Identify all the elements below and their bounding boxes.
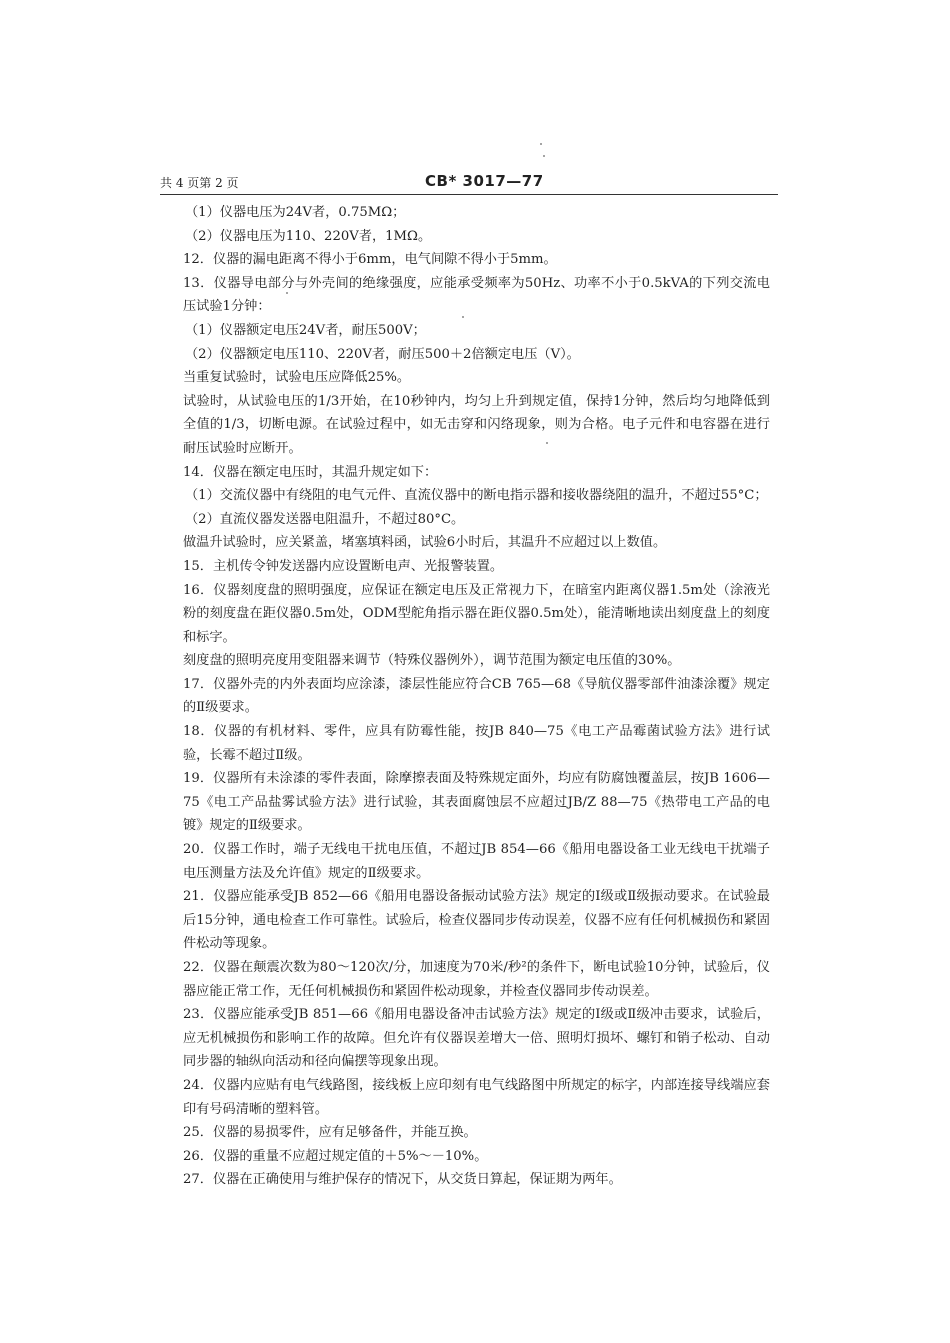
paragraph: 26．仪器的重量不应超过规定值的＋5%～－10%。 [183,1148,488,1164]
header-rule [160,194,778,195]
scan-speck [462,316,464,318]
paragraph: 16．仪器刻度盘的照明强度，应保证在额定电压及正常视力下，在暗室内距离仪器1.5m处（涂液光粉的刻度盘在距仪器0.5m处，ODM型舵角指示器在距仪器0.5m处），能清晰地读出刻度盘上的刻度和标字。 [183,582,770,645]
paragraph: 17．仪器外壳的内外表面均应涂漆，漆层性能应符合CB 765—68《导航仪器零部件油漆涂覆》规定的Ⅱ级要求。 [183,676,770,716]
paragraph: 当重复试验时，试验电压应降低25%。 [183,370,411,386]
paragraph: 13．仪器导电部分与外壳间的绝缘强度，应能承受频率为50Hz、功率不小于0.5kVA的下列交流电压试验1分钟： [183,275,770,315]
paragraph: （2）直流仪器发送器电阻温升，不超过80°C。 [185,511,465,527]
scan-speck [546,442,548,444]
paragraph: 做温升试验时，应关紧盖，堵塞填料函，试验6小时后，其温升不应超过以上数值。 [183,535,667,551]
paragraph: 12．仪器的漏电距离不得小于6mm，电气间隙不得小于5mm。 [183,252,557,268]
document-body [183,201,770,1192]
paragraph: 试验时，从试验电压的1/3开始，在10秒钟内，均匀上升到规定值，保持1分钟，然后均匀地降低到全值的1/3，切断电源。在试验过程中，如无击穿和闪络现象，则为合格。电子元件和电容器在进行耐压试验时应断开。 [183,393,770,456]
scan-speck [286,292,288,294]
paragraph: （1）仪器电压为24V者，0.75MΩ； [185,205,406,220]
paragraph: 27．仪器在正确使用与维护保存的情况下，从交货日算起，保证期为两年。 [183,1172,622,1188]
paragraph: （2）仪器电压为110、220V者，1MΩ。 [185,228,432,244]
paragraph: 23．仪器应能承受JB 851—66《船用电器设备冲击试验方法》规定的Ⅰ级或Ⅱ级冲击要求，试验后，应无机械损伤和影响工作的故障。但允许有仪器误差增大一倍、照明灯损坏、螺钉和销子松动、自动同步器的轴纵向活动和径向偏摆等现象出现。 [183,1007,770,1070]
paragraph: 14．仪器在额定电压时，其温升规定如下： [183,464,438,480]
paragraph: 15．主机传令钟发送器内应设置断电声、光报警装置。 [183,558,504,574]
paragraph: 24．仪器内应贴有电气线路图，接线板上应印刻有电气线路图中所规定的标字，内部连接导线端应套印有号码清晰的塑料管。 [183,1077,770,1117]
paragraph: 25．仪器的易损零件，应有足够备件，并能互换。 [183,1125,477,1141]
paragraph: （2）仪器额定电压110、220V者，耐压500＋2倍额定电压（V）。 [185,346,580,362]
paragraph: 18．仪器的有机材料、零件，应具有防霉性能，按JB 840—75《电工产品霉菌试验方法》进行试验，长霉不超过Ⅱ级。 [183,724,770,763]
page-header [160,172,780,194]
paragraph: 19．仪器所有未涂漆的零件表面，除摩擦表面及特殊规定面外，均应有防腐蚀覆盖层，按JB 1606—75《电工产品盐雾试验方法》进行试验，其表面腐蚀层不应超过JB/Z 88—75《热带电工产品的电镀》规定的Ⅱ级要求。 [183,771,770,834]
scan-speck [540,143,542,145]
standard-code: CB* 3017—77 [425,172,544,190]
paragraph: 刻度盘的照明亮度用变阻器来调节（特殊仪器例外），调节范围为额定电压值的30%。 [183,653,681,669]
scan-speck [543,155,545,157]
page-info: 共 4 页第 2 页 [160,176,239,190]
paragraph: （1）仪器额定电压24V者，耐压500V； [185,322,426,338]
paragraph: 21．仪器应能承受JB 852—66《船用电器设备振动试验方法》规定的Ⅰ级或Ⅱ级振动要求。在试验最后15分钟，通电检查工作可靠性。试验后，检查仪器同步传动误差，仪器不应有任何机械损伤和紧固件松动等现象。 [183,889,770,952]
paragraph: （1）交流仪器中有绕阻的电气元件、直流仪器中的断电指示器和接收器绕阻的温升，不超过55°C； [185,488,768,504]
paragraph: 20．仪器工作时，端子无线电干扰电压值，不超过JB 854—66《船用电器设备工业无线电干扰端子电压测量方法及允许值》规定的Ⅱ级要求。 [183,842,770,881]
paragraph: 22．仪器在颠震次数为80～120次/分，加速度为70米/秒²的条件下，断电试验10分钟，试验后，仪器应能正常工作，无任何机械损伤和紧固件松动现象，并检查仪器同步传动误差。 [183,960,770,999]
